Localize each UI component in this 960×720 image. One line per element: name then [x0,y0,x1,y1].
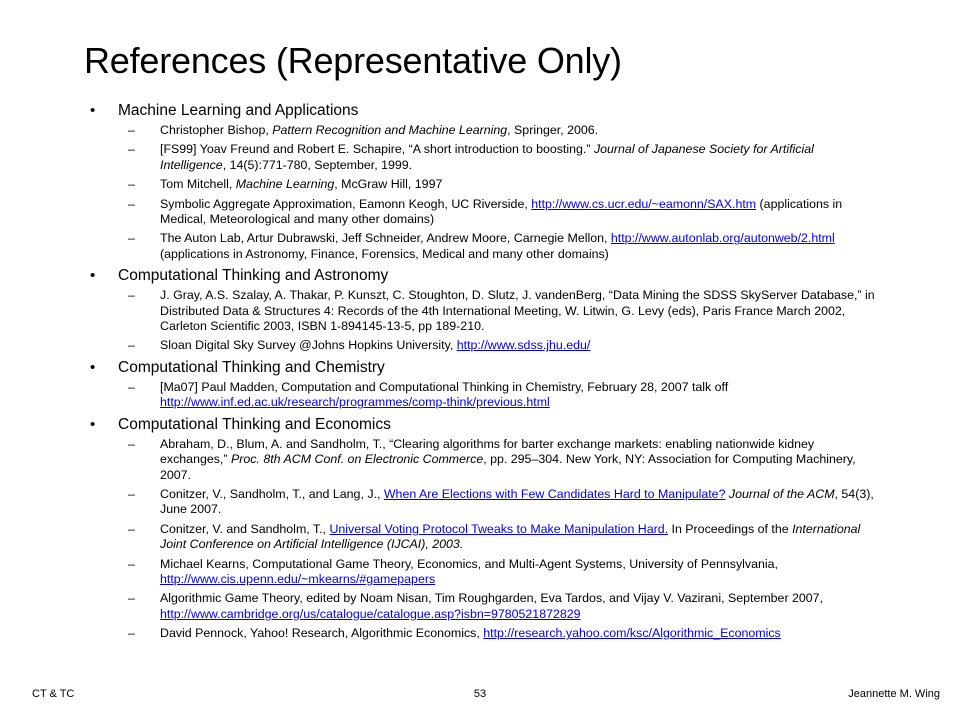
footer-author: Jeannette M. Wing [848,688,940,700]
dash-icon: – [128,338,135,353]
reference-text: (applications in Astronomy, Finance, Forensics, Medical and many other domains) [160,246,609,261]
reference-text: Conitzer, V. and Sandholm, T., [160,521,330,536]
reference-text: Conitzer, V., Sandholm, T., and Lang, J., [160,486,384,501]
page-number: 53 [473,688,487,700]
dash-icon: – [128,486,135,501]
reference-link[interactable]: When Are Elections with Few Candidates Hard to Manipulate? [383,486,726,501]
reference-item [90,338,880,353]
page-title: References (Representative Only) [84,40,622,81]
reference-text: J. Gray, A.S. Szalay, A. Thakar, P. Kunszt, C. Stoughton, D. Slutz, J. vandenBerg, “Data Mining the SDSS SkyServer Database,” in Distributed Data & Structures 4: Records of the 4th International Meeting, W. Litwin, G. Levy (eds), Paris France March 2002, Carleton Scientific 2003, ISBN 1-894145-13-5, pp 189-210. [160,288,875,334]
reference-text: Sloan Digital Sky Survey @Johns Hopkins University, [160,338,457,353]
dash-icon: – [128,231,135,246]
reference-section [90,358,880,411]
reference-text: , 54(3), June 2007. [160,486,874,517]
dash-icon: – [128,177,135,192]
reference-text: Christopher Bishop, [160,123,273,137]
section-heading [90,358,880,378]
section-heading-text: Computational Thinking and Economics [118,415,391,433]
reference-item [90,231,880,262]
reference-text: Symbolic Aggregate Approximation, Eamonn Keogh, UC Riverside, [160,196,532,211]
reference-italic-text: Journal of Japanese Society for Artificial Intelligence [160,142,814,172]
reference-item [90,487,880,518]
footer-left: CT & TC [32,688,75,700]
dash-icon: – [128,521,135,536]
reference-text: [FS99] Yoav Freund and Robert E. Schapire, “A short introduction to boosting.” [160,142,594,157]
reference-item [90,380,880,411]
reference-italic-text: Journal of the ACM [728,486,835,501]
reference-italic-text: Proc. 8th ACM Conf. on Electronic Commerce [230,452,484,467]
section-heading [90,101,880,121]
reference-text: (applications in Medical, Meteorological and many other domains) [160,196,843,227]
reference-italic-text: International Joint Conference on Artificial Intelligence (IJCAI), 2003. [160,521,861,552]
reference-item [90,437,880,483]
reference-text: Tom Mitchell, [160,177,236,192]
reference-text: , McGraw Hill, 1997 [334,177,443,192]
reference-text: In Proceedings of the [668,521,793,536]
dash-icon: – [128,288,135,303]
reference-link[interactable]: http://www.autonlab.org/autonweb/2.html [610,231,835,246]
reference-item [90,522,880,553]
reference-item [90,557,880,588]
reference-text: , 14(5):771-780, September, 1999. [222,157,413,172]
reference-item [90,177,880,192]
reference-list [90,123,880,262]
reference-link[interactable]: Universal Voting Protocol Tweaks to Make Manipulation Hard. [329,521,669,536]
reference-list [90,380,880,411]
reference-item [90,626,880,641]
section-heading [90,415,880,435]
dash-icon: – [128,379,135,394]
dash-icon: – [128,591,135,606]
dash-icon: – [128,196,135,211]
reference-section [90,266,880,354]
reference-link[interactable]: http://www.cis.upenn.edu/~mkearns/#gamepapers [160,571,436,586]
bullet-icon: • [90,358,96,376]
reference-item [90,123,880,138]
reference-text: , Springer, 2006. [507,123,599,137]
dash-icon: – [128,556,135,571]
reference-item [90,142,880,173]
reference-text: The Auton Lab, Artur Dubrawski, Jeff Schneider, Andrew Moore, Carnegie Mellon, [160,231,611,246]
reference-list [90,437,880,642]
bullet-icon: • [90,415,96,433]
reference-text: David Pennock, Yahoo! Research, Algorithmic Economics, [160,626,484,641]
reference-item [90,197,880,228]
references-content [90,97,880,646]
reference-text: , pp. 295–304. New York, NY: Association for Computing Machinery, 2007. [160,452,856,482]
reference-text: Abraham, D., Blum, A. and Sandholm, T., “Clearing algorithms for barter exchange markets: enabling nationwide kidney exchanges,” [160,436,815,467]
reference-item [90,288,880,334]
reference-link[interactable]: http://www.cambridge.org/us/catalogue/catalogue.asp?isbn=9780521872829 [160,606,581,621]
reference-section [90,415,880,642]
dash-icon: – [128,142,135,157]
section-heading [90,266,880,286]
dash-icon: – [128,436,135,451]
dash-icon: – [128,626,135,641]
dash-icon: – [128,123,135,137]
bullet-icon: • [90,267,96,285]
reference-text: [Ma07] Paul Madden, Computation and Computational Thinking in Chemistry, February 28, 2007 talk off [160,379,729,394]
reference-link[interactable]: http://www.sdss.jhu.edu/ [456,338,591,353]
reference-item [90,591,880,622]
reference-link[interactable]: http://research.yahoo.com/ksc/Algorithmic_Economics [483,626,781,641]
reference-link[interactable]: http://www.inf.ed.ac.uk/research/programmes/comp-think/previous.html [160,395,550,410]
section-heading-text: Computational Thinking and Chemistry [118,358,385,376]
reference-text: Algorithmic Game Theory, edited by Noam Nisan, Tim Roughgarden, Eva Tardos, and Vijay V. Vazirani, September 2007, [160,591,824,606]
reference-list [90,288,880,354]
section-heading-text: Machine Learning and Applications [118,102,359,119]
bullet-icon: • [90,102,96,119]
reference-link[interactable]: http://www.cs.ucr.edu/~eamonn/SAX.htm [531,196,757,211]
reference-italic-text: Pattern Recognition and Machine Learning [272,123,508,137]
reference-italic-text: Machine Learning [235,177,335,192]
section-heading-text: Computational Thinking and Astronomy [118,267,389,285]
reference-text: Michael Kearns, Computational Game Theory, Economics, and Multi-Agent Systems, University of Pennsylvania, [160,556,778,571]
reference-section [90,101,880,262]
